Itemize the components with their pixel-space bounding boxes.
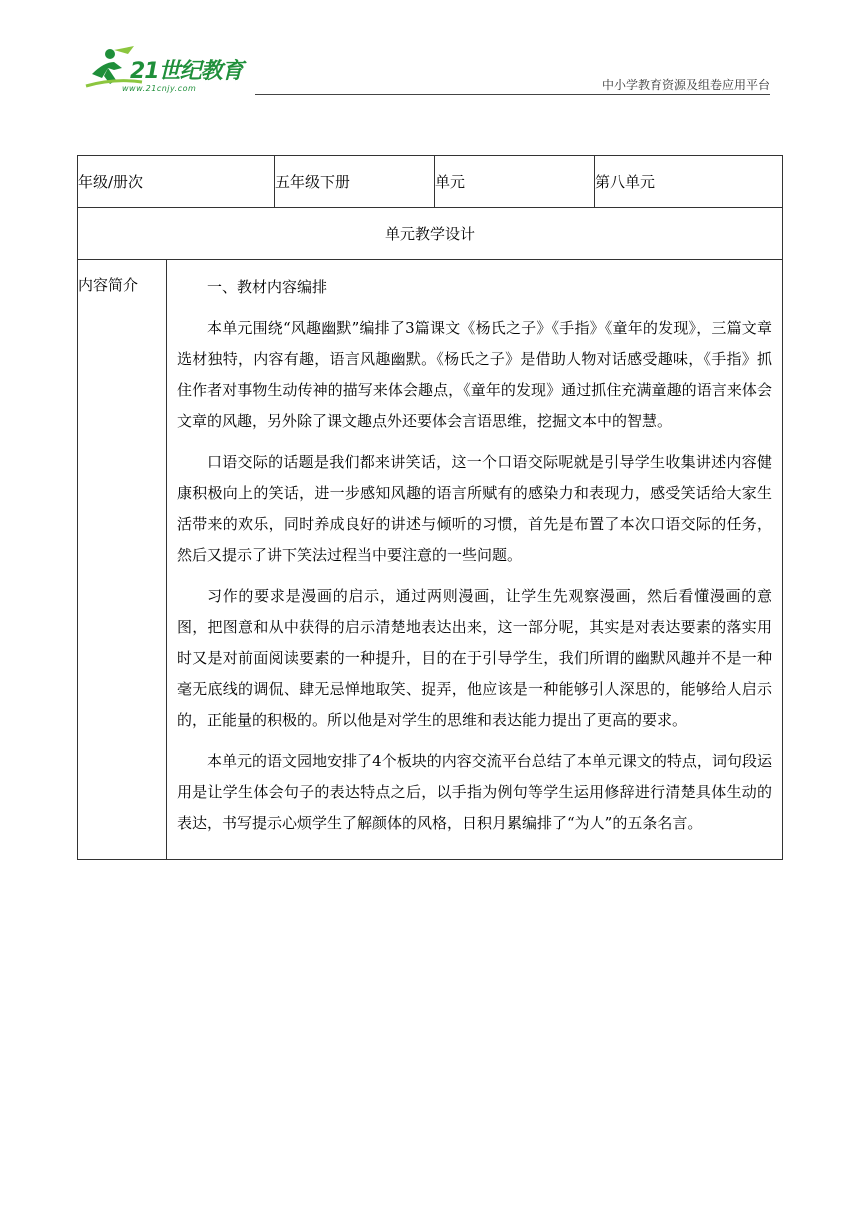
unit-value: 第八单元 xyxy=(595,156,783,208)
logo xyxy=(80,44,280,96)
table-row-content xyxy=(78,260,783,860)
page-header xyxy=(80,40,770,96)
grade-label: 年级/册次 xyxy=(78,156,275,208)
logo-text: 21世纪教育 xyxy=(130,59,243,84)
intro-label: 内容简介 xyxy=(78,260,167,860)
paragraph-heading: 一、教材内容编排 xyxy=(207,278,328,296)
table-row-title xyxy=(78,208,783,260)
paragraph: 本单元围绕“风趣幽默”编排了3篇课文《杨氏之子》《手指》《童年的发现》，三篇文章选材独特，内容有趣，语言风趣幽默。《杨氏之子》是借助人物对话感受趣味，《手指》抓住作者对事物生动传神的描写来体会趣点，《童年的发现》通过抓住充满童趣的语言来体会文章的风趣，另外除了课文趣点外还要体会言语思维，挖掘文本中的智慧。 xyxy=(177,319,772,430)
intro-content xyxy=(167,260,783,860)
unit-design-table xyxy=(77,155,783,860)
platform-name: 中小学教育资源及组卷应用平台 xyxy=(601,78,770,92)
paragraph: 习作的要求是漫画的启示，通过两则漫画，让学生先观察漫画，然后看懂漫画的意图，把图意和从中获得的启示清楚地表达出来，这一部分呢，其实是对表达要素的落实用时又是对前面阅读要素的一种提升，目的在于引导学生，我们所谓的幽默风趣并不是一种毫无底线的调侃、肆无忌惮地取笑、捉弄，他应该是一种能够引人深思的，能够给人启示的，正能量的积极的。所以他是对学生的思维和表达能力提出了更高的要求。 xyxy=(177,587,772,729)
unit-label: 单元 xyxy=(435,156,595,208)
header-divider xyxy=(255,94,770,95)
table-row-grade xyxy=(78,156,783,208)
logo-url: www.21cnjy.com xyxy=(122,84,197,93)
paragraph: 本单元的语文园地安排了4个板块的内容交流平台总结了本单元课文的特点，词句段运用是让学生体会句子的表达特点之后，以手指为例句等学生运用修辞进行清楚具体生动的表达，书写提示心烦学生了解颜体的风格，日积月累编排了“为人”的五条名言。 xyxy=(177,752,772,832)
paragraph: 口语交际的话题是我们都来讲笑话，这一个口语交际呢就是引导学生收集讲述内容健康积极向上的笑话，进一步感知风趣的语言所赋有的感染力和表现力，感受笑话给大家生活带来的欢乐，同时养成良好的讲述与倾听的习惯，首先是布置了本次口语交际的任务，然后又提示了讲下笑法过程当中要注意的一些问题。 xyxy=(177,453,772,564)
design-title: 单元教学设计 xyxy=(78,208,783,260)
grade-value: 五年级下册 xyxy=(275,156,435,208)
